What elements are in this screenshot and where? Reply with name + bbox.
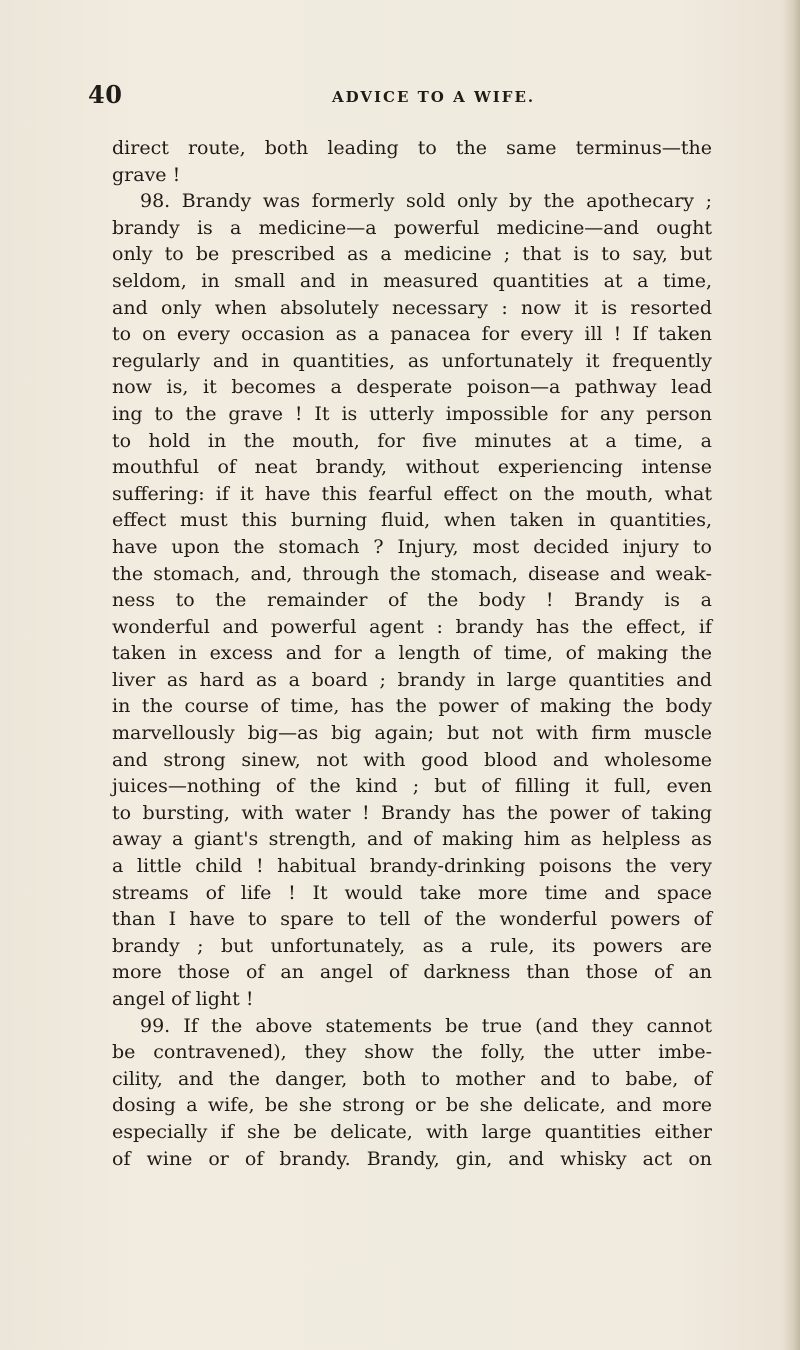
text-line: streams of life ! It would take more time and space [112, 881, 712, 904]
text-line: suffering: if it have this fearful effect on the mouth, what [112, 482, 712, 505]
text-line: ness to the remainder of the body ! Brandy is a [112, 589, 712, 612]
text-line: cility, and the danger, both to mother and to babe, of [112, 1067, 712, 1090]
text-line: than I have to spare to tell of the wonderful powers of [112, 908, 712, 931]
text-line: a little child ! habitual brandy-drinking poisons the very [112, 855, 712, 878]
text-line: grave ! [112, 163, 181, 186]
text-line: in the course of time, has the power of making the body [112, 695, 712, 718]
text-line: now is, it becomes a desperate poison—a pathway lead [112, 376, 712, 399]
text-line: only to be prescribed as a medicine ; that is to say, but [112, 243, 712, 266]
text-line: angel of light ! [112, 988, 254, 1010]
text-line: be contravened), they show the folly, the utter imbe- [112, 1041, 712, 1064]
text-line: to bursting, with water ! Brandy has the power of taking [112, 801, 712, 824]
page-number: 40 [88, 80, 123, 109]
text-line: seldom, in small and in measured quantities at a time, [112, 269, 712, 292]
text-line: ing to the grave ! It is utterly impossible for any person [112, 402, 712, 425]
text-line: have upon the stomach ? Injury, most decided injury to [112, 535, 712, 558]
text-line: effect must this burning fluid, when taken in quantities, [112, 509, 712, 532]
running-title: ADVICE TO A WIFE. [332, 88, 536, 106]
text-line: taken in excess and for a length of time, of making the [112, 642, 712, 665]
page-edge-shadow [782, 0, 800, 1350]
paragraph-98-start: 98. Brandy was formerly sold only by the apothecary ; [140, 190, 712, 213]
text-line: the stomach, and, through the stomach, disease and weak- [112, 562, 712, 585]
text-line: to hold in the mouth, for five minutes at a time, a [112, 429, 712, 452]
text-line: and strong sinew, not with good blood and wholesome [112, 748, 712, 771]
text-line: juices—nothing of the kind ; but of filling it full, even [112, 775, 712, 798]
text-line: away a giant's strength, and of making him as helpless as [112, 828, 712, 851]
body-text [112, 135, 712, 1172]
text-line: brandy ; but unfortunately, as a rule, its powers are [112, 934, 712, 957]
text-line: of wine or of brandy. Brandy, gin, and whisky act on [112, 1147, 712, 1170]
text-line: brandy is a medicine—a powerful medicine—and ought [112, 216, 712, 239]
text-line: regularly and in quantities, as unfortunately it frequently [112, 349, 712, 372]
text-line: marvellously big—as big again; but not with firm muscle [112, 722, 712, 745]
text-line: liver as hard as a board ; brandy in large quantities and [112, 668, 712, 691]
text-line: dosing a wife, be she strong or be she delicate, and more [112, 1094, 712, 1117]
text-line: and only when absolutely necessary : now it is resorted [112, 296, 712, 319]
paragraph-99-start: 99. If the above statements be true (and they cannot [140, 1014, 712, 1037]
text-line: to on every occasion as a panacea for every ill ! If taken [112, 323, 712, 346]
text-line: especially if she be delicate, with large quantities either [112, 1120, 712, 1143]
text-line: more those of an angel of darkness than those of an [112, 961, 712, 984]
text-line: mouthful of neat brandy, without experiencing intense [112, 456, 712, 479]
text-line: wonderful and powerful agent : brandy has the effect, if [112, 615, 712, 638]
text-line: direct route, both leading to the same terminus—the [112, 137, 712, 159]
